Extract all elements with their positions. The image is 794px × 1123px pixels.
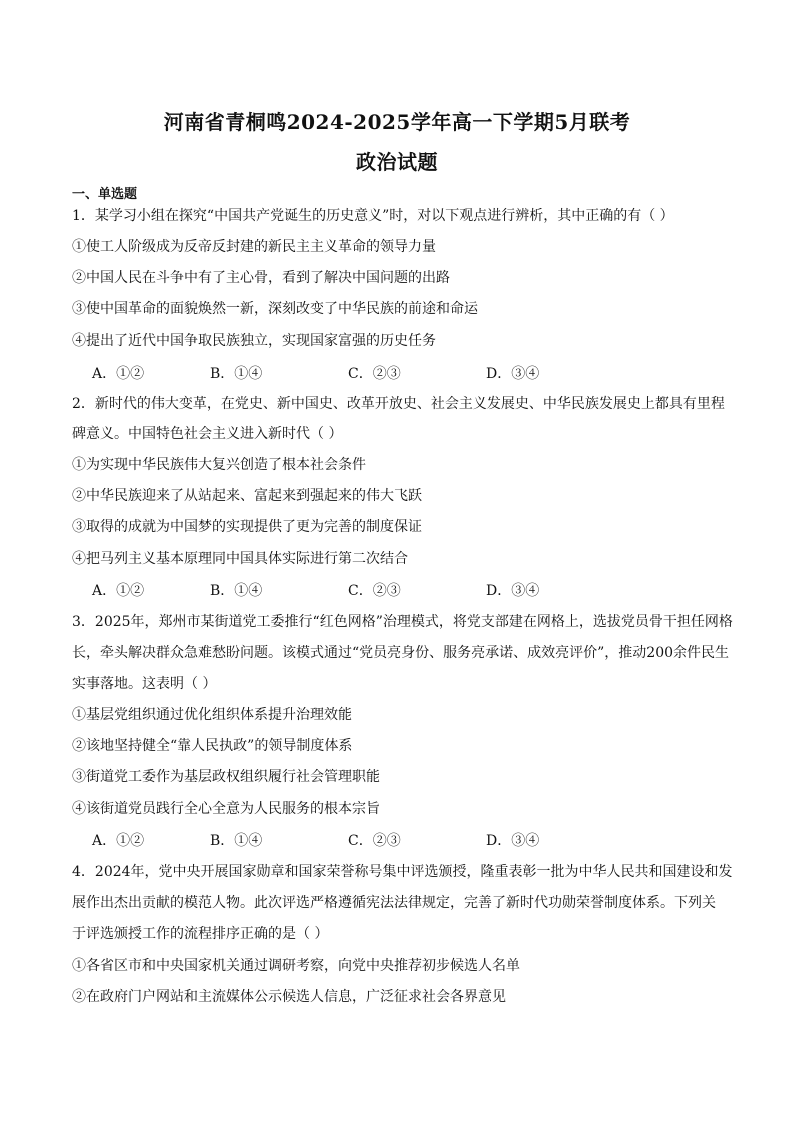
exam-subtitle: 政治试题 [356, 150, 438, 174]
question-1-item: ③使中国革命的面貌焕然一新，深刻改变了中华民族的前途和命运 [72, 301, 478, 317]
question-1-item: ④提出了近代中国争取民族独立，实现国家富强的历史任务 [72, 333, 436, 349]
option-c: C．②③ [348, 366, 401, 382]
question-2-options [92, 580, 732, 600]
option-a: A．①② [92, 583, 145, 599]
exam-title: 河南省青桐鸣2024-2025学年高一下学期5月联考 [163, 110, 631, 134]
question-3-stem: 长，牵头解决群众急难愁盼问题。该模式通过“党员亮身份、服务亮承诺、成效亮评价”，推动200余件民生 [72, 645, 730, 661]
question-2-item: ②中华民族迎来了从站起来、富起来到强起来的伟大飞跃 [72, 488, 422, 504]
option-c: C．②③ [348, 833, 401, 849]
question-3-stem: 实事落地。这表明（ ） [72, 676, 217, 692]
question-3-item: ④该街道党员践行全心全意为人民服务的根本宗旨 [72, 801, 380, 817]
question-3-item: ③街道党工委作为基层政权组织履行社会管理职能 [72, 769, 380, 785]
question-2-item: ①为实现中华民族伟大复兴创造了根本社会条件 [72, 457, 366, 473]
question-3-item: ①基层党组织通过优化组织体系提升治理效能 [72, 707, 352, 723]
option-a: A．①② [92, 833, 145, 849]
question-4-item: ②在政府门户网站和主流媒体公示候选人信息，广泛征求社会各界意见 [72, 989, 506, 1005]
question-4-stem: 4．2024年，党中央开展国家勋章和国家荣誉称号集中评选颁授，隆重表彰一批为中华人民共和国建设和发 [72, 864, 733, 880]
option-c: C．②③ [348, 583, 401, 599]
option-d: D．③④ [486, 366, 540, 382]
question-2-item: ④把马列主义基本原理同中国具体实际进行第二次结合 [72, 551, 408, 567]
question-2-item: ③取得的成就为中国梦的实现提供了更为完善的制度保证 [72, 519, 422, 535]
option-d: D．③④ [486, 833, 540, 849]
question-4-item: ①各省区市和中央国家机关通过调研考察，向党中央推荐初步候选人名单 [72, 958, 520, 974]
option-d: D．③④ [486, 583, 540, 599]
option-b: B．①④ [210, 366, 263, 382]
question-3-stem: 3．2025年，郑州市某街道党工委推行“红色网格”治理模式，将党支部建在网格上，选拔党员骨干担任网格 [72, 614, 733, 630]
question-3-item: ②该地坚持健全“靠人民执政”的领导制度体系 [72, 738, 353, 754]
question-1-options [92, 363, 732, 383]
option-b: B．①④ [210, 833, 263, 849]
option-b: B．①④ [210, 583, 263, 599]
question-2-stem: 碑意义。中国特色社会主义进入新时代（ ） [72, 426, 343, 442]
section-heading: 一、单选题 [72, 187, 138, 202]
question-4-stem: 展作出杰出贡献的模范人物。此次评选严格遵循宪法法律规定，完善了新时代功勋荣誉制度体系。下列关 [72, 895, 716, 911]
question-1-item: ①使工人阶级成为反帝反封建的新民主主义革命的领导力量 [72, 239, 436, 255]
question-1-stem: 1．某学习小组在探究“中国共产党诞生的历史意义”时，对以下观点进行辨析，其中正确的有（ ） [72, 208, 674, 224]
question-4-stem: 于评选颁授工作的流程排序正确的是（ ） [72, 926, 329, 942]
question-2-stem: 2．新时代的伟大变革，在党史、新中国史、改革开放史、社会主义发展史、中华民族发展史上都具有里程 [72, 396, 725, 412]
option-a: A．①② [92, 366, 145, 382]
question-3-options [92, 830, 732, 850]
question-1-item: ②中国人民在斗争中有了主心骨，看到了解决中国问题的出路 [72, 270, 450, 286]
